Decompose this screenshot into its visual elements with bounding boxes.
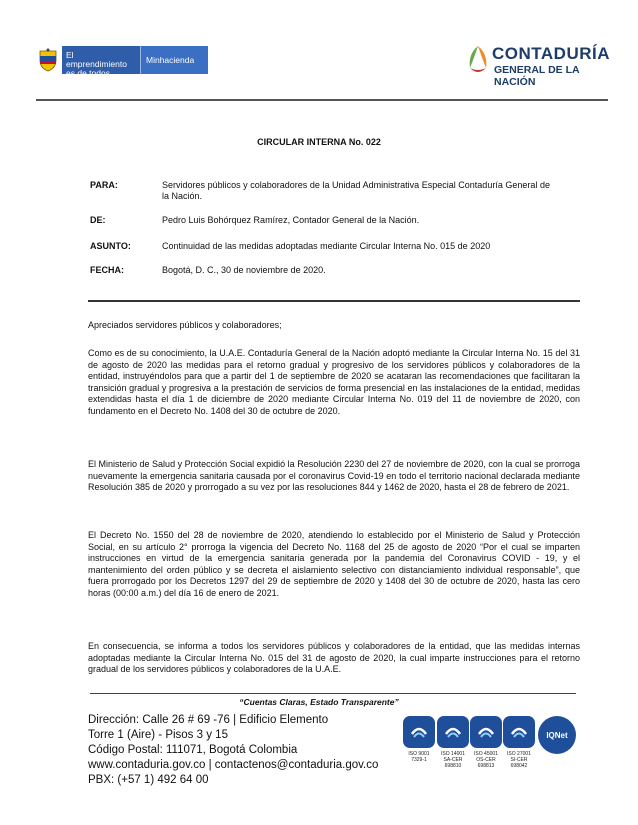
cert-code: OS-CER 698813: [476, 757, 496, 769]
contact-line: www.contaduria.gov.co | contactenos@contaduria.gov.co: [88, 759, 379, 771]
field-label-asunto: ASUNTO:: [90, 241, 131, 251]
field-value-asunto: Continuidad de las medidas adoptadas mediante Circular Interna No. 015 de 2020: [162, 241, 491, 251]
iqnet-label: IQNet: [546, 730, 568, 740]
cert-code: SA-CER 698810: [443, 757, 463, 769]
slogan: “Cuentas Claras, Estado Transparente”: [239, 697, 399, 707]
iqnet-badge: [538, 716, 576, 754]
org-subname: GENERAL DE LA NACIÓN: [494, 64, 580, 88]
gov-tagline: El emprendimiento es de todos: [62, 46, 140, 74]
fields-divider: [88, 300, 580, 302]
iso-9001-badge: [403, 716, 435, 768]
cgn-logo: [464, 44, 612, 88]
field-label-para: PARA:: [90, 180, 118, 190]
field-value-para: Servidores públicos y colaboradores de la Unidad Administrativa Especial Contaduría General de la Nación.: [162, 180, 550, 201]
coat-of-arms-icon: [34, 46, 62, 74]
field-label-de: DE:: [90, 215, 106, 225]
cert-name: ISO 9001: [408, 751, 430, 757]
field-label-fecha: FECHA:: [90, 265, 124, 275]
certification-icon: [437, 716, 469, 748]
government-logo: [34, 46, 208, 78]
field-value-fecha: Bogotá, D. C., 30 de noviembre de 2020.: [162, 265, 326, 275]
footer-divider: [90, 693, 576, 694]
address-line: Torre 1 (Aire) - Pisos 3 y 15: [88, 729, 228, 741]
iso-14001-badge: [437, 716, 469, 768]
body-paragraph: Como es de su conocimiento, la U.A.E. Contaduría General de la Nación adoptó mediante la Circular Interna No. 15 del 31 de agosto de 2020 las medidas para el retorno gradual y progresivo de los servidores públicos y colaboradores de la entidad, instruyéndolos para que a partir del 1 de septiembre de 2020 se acataran las recomendaciones que facilitaran la transición gradual y progresiva a la prestación de servicios de forma presencial en las instalaciones de la entidad, medidas extendidas hasta el día 1 de diciembre de 2020 mediante Circular Interna No. 019 del 11 de noviembre de 2020, con fundamento en el Decreto No. 1408 del 30 de octubre de 2020.: [88, 348, 580, 416]
cert-name: ISO 45001: [474, 751, 498, 757]
iso-45001-badge: [470, 716, 502, 768]
certification-icon: [503, 716, 535, 748]
iso-27001-badge: [503, 716, 535, 768]
cgn-leaf-icon: [464, 44, 492, 78]
certification-icon: [470, 716, 502, 748]
org-name: CONTADURÍA: [492, 44, 611, 63]
certification-icon: [403, 716, 435, 748]
address-line: Dirección: Calle 26 # 69 -76 | Edificio Elemento: [88, 714, 329, 726]
body-paragraph: El Decreto No. 1550 del 28 de noviembre de 2020, atendiendo lo establecido por el Ministerio de Salud y Protección Social, en su artículo 2° prorroga la vigencia del Decreto No. 1168 del 25 de agosto de 2020 “Por el cual se imparten instrucciones en virtud de la emergencia sanitaria generada por la pandemia del Coronavirus COVID - 19, y el mantenimiento del orden público y se decreta el aislamiento selectivo con distanciamiento individual responsable”, que fuera prorrogado por los Decretos 1297 del 29 de septiembre de 2020 y 1408 del 30 de octubre de 2020, hasta las cero horas (00:00 a.m.) del día 16 de enero de 2021.: [88, 530, 580, 598]
header-divider: [36, 99, 608, 101]
ministry-label: Minhacienda: [140, 46, 208, 74]
body-paragraph: El Ministerio de Salud y Protección Social expidió la Resolución 2230 del 27 de noviembre de 2020, con la cual se prorroga nuevamente la emergencia sanitaria causada por el coronavirus Covid-19 en todo el territorio nacional declarada mediante Resolución 385 de 2020 y prorrogado a su vez por las resoluciones 844 y 1462 de 2020, hasta el 28 de febrero de 2021.: [88, 459, 580, 493]
document-title: CIRCULAR INTERNA No. 022: [257, 137, 381, 147]
phone-line: PBX: (+57 1) 492 64 00: [88, 774, 209, 786]
body-paragraph: En consecuencia, se informa a todos los servidores públicos y colaboradores de la entidad, que las medidas internas adoptadas mediante la Circular Interna No. 015 del 31 de agosto de 2020, la cual imparte instrucciones para el retorno gradual de los servidores públicos y colaboradores de la U.A.E.: [88, 641, 580, 675]
cert-name: ISO 14001: [441, 751, 465, 757]
cert-name: ISO 27001: [507, 751, 531, 757]
salutation: Apreciados servidores públicos y colaboradores;: [88, 320, 282, 330]
address-line: Código Postal: 111071, Bogotá Colombia: [88, 744, 298, 756]
footer-address: [88, 713, 378, 788]
field-value-de: Pedro Luis Bohórquez Ramírez, Contador General de la Nación.: [162, 215, 420, 225]
cert-code: 7329-1: [411, 757, 427, 763]
cert-code: SI-CER 698042: [510, 757, 528, 769]
